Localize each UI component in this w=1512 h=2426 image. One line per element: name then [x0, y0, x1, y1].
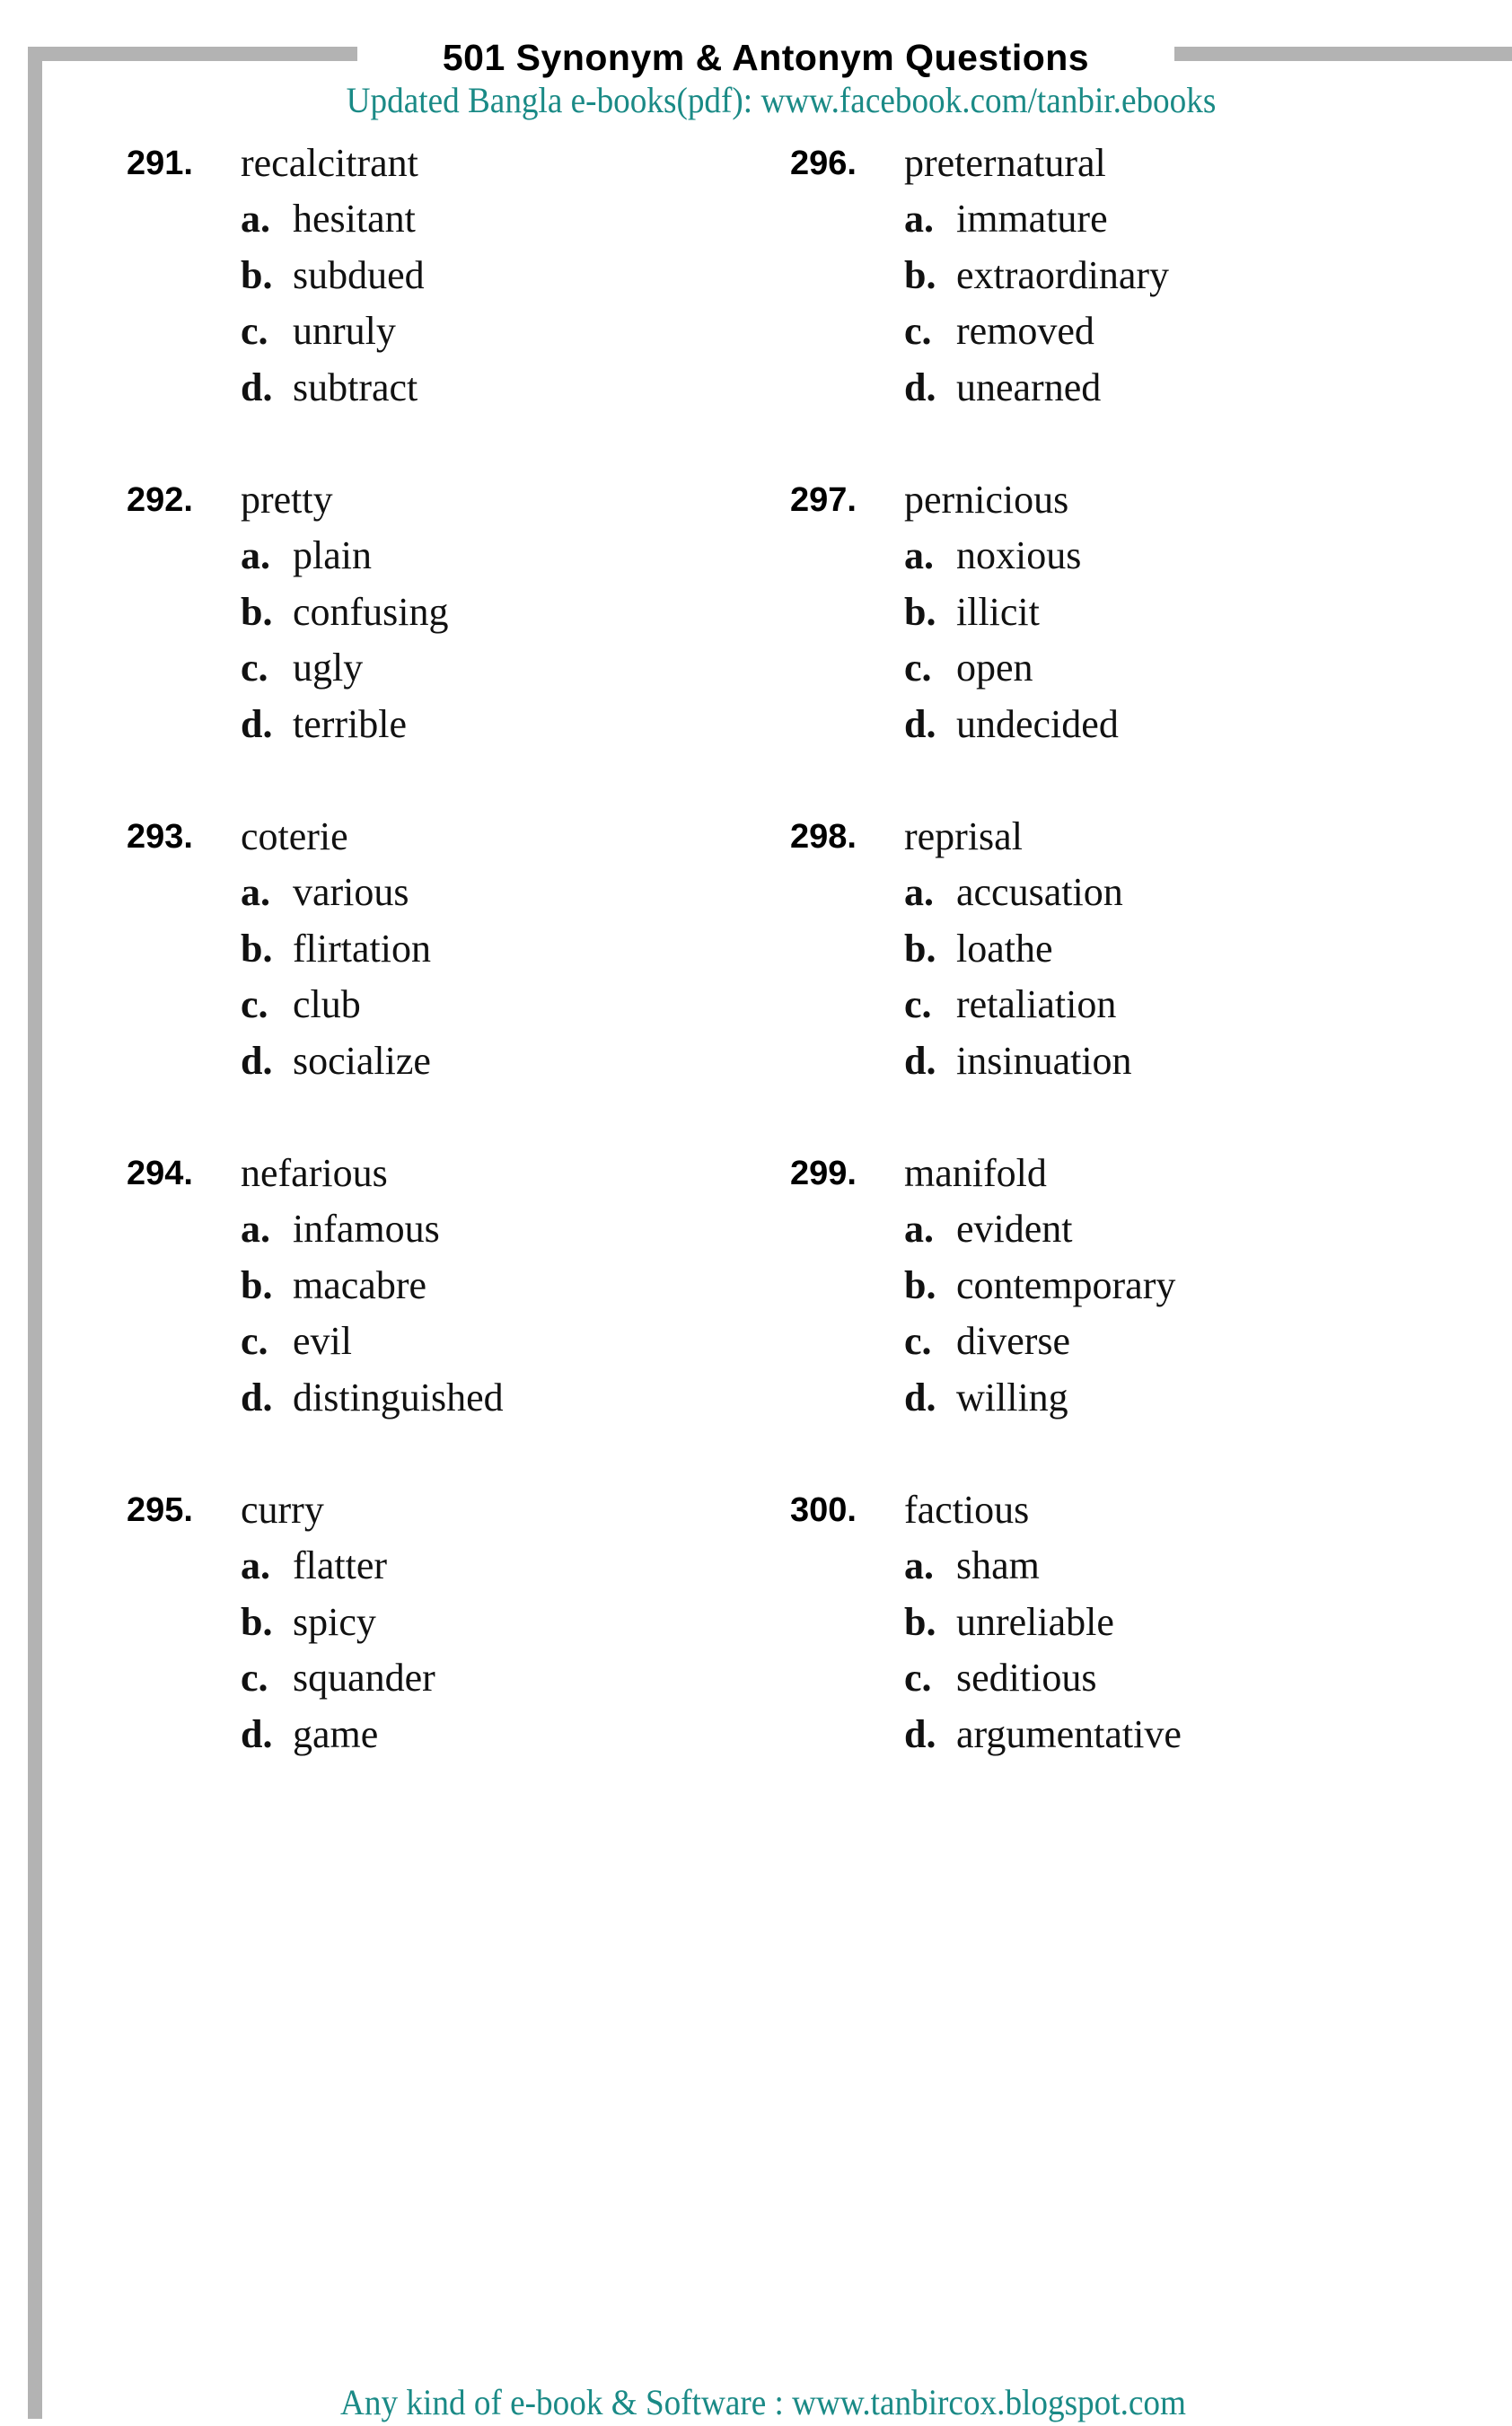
question-item: [790, 1143, 1437, 1480]
answer-option: [241, 529, 449, 585]
option-text: retaliation: [956, 982, 1117, 1026]
option-text: evident: [956, 1207, 1073, 1251]
option-text: noxious: [956, 533, 1082, 577]
question-item: [127, 1480, 773, 1816]
answer-option: [241, 1371, 504, 1428]
answer-option: [904, 922, 1132, 979]
answer-option: [904, 1314, 1175, 1371]
option-letter: d.: [904, 1375, 936, 1420]
answer-option: [241, 1259, 504, 1315]
option-text: diverse: [956, 1319, 1071, 1363]
option-letter: a.: [904, 1207, 934, 1251]
option-text: loathe: [956, 926, 1053, 971]
answer-option: [241, 1651, 435, 1708]
option-letter: c.: [904, 982, 932, 1026]
option-letter: c.: [241, 982, 268, 1026]
option-text: squander: [293, 1656, 435, 1700]
option-text: club: [293, 982, 361, 1026]
question-word: manifold: [904, 1151, 1047, 1195]
option-letter: a.: [241, 870, 270, 914]
answer-option: [904, 1595, 1182, 1652]
option-letter: b.: [904, 589, 936, 634]
answer-option: [241, 1708, 435, 1764]
question-item: [790, 806, 1437, 1143]
answer-option: [904, 249, 1169, 305]
question-item: [127, 470, 773, 806]
answer-option: [904, 641, 1119, 698]
option-letter: d.: [904, 1711, 936, 1756]
option-letter: d.: [241, 701, 273, 746]
question-word: coterie: [241, 814, 348, 858]
question-number: 294.: [127, 1155, 193, 1192]
option-letter: c.: [904, 1656, 932, 1700]
option-text: extraordinary: [956, 252, 1169, 297]
question-word: recalcitrant: [241, 141, 418, 185]
option-text: unreliable: [956, 1599, 1114, 1644]
option-letter: a.: [241, 1543, 270, 1587]
answer-option: [241, 866, 431, 922]
option-letter: c.: [241, 309, 268, 353]
question-item: [127, 133, 773, 470]
question-word: nefarious: [241, 1151, 388, 1195]
option-text: willing: [956, 1375, 1068, 1420]
answer-options: [241, 866, 431, 1090]
answer-options: [904, 529, 1119, 753]
option-text: open: [956, 646, 1033, 690]
answer-options: [241, 1202, 504, 1427]
answer-option: [904, 1202, 1175, 1259]
question-number: 293.: [127, 818, 193, 856]
option-letter: c.: [241, 646, 268, 690]
option-letter: a.: [241, 533, 270, 577]
option-letter: b.: [241, 252, 273, 297]
answer-option: [904, 698, 1119, 754]
option-letter: a.: [241, 197, 270, 241]
answer-option: [904, 585, 1119, 642]
question-number: 295.: [127, 1491, 193, 1529]
question-word: preternatural: [904, 141, 1106, 185]
answer-options: [904, 192, 1169, 417]
answer-option: [241, 1202, 504, 1259]
answer-option: [241, 1034, 431, 1091]
answer-option: [904, 529, 1119, 585]
option-text: unruly: [293, 309, 396, 353]
question-number: 296.: [790, 145, 857, 182]
option-letter: b.: [241, 926, 273, 971]
option-text: contemporary: [956, 1262, 1176, 1307]
answer-option: [904, 361, 1169, 418]
option-letter: c.: [241, 1319, 268, 1363]
question-column-right: [790, 133, 1437, 1816]
answer-option: [241, 192, 425, 249]
option-letter: a.: [904, 1543, 934, 1587]
option-text: illicit: [956, 589, 1040, 634]
option-letter: d.: [904, 365, 936, 409]
answer-option: [904, 304, 1169, 361]
option-text: undecided: [956, 701, 1119, 746]
option-letter: a.: [241, 1207, 270, 1251]
option-text: sham: [956, 1543, 1040, 1587]
question-word: reprisal: [904, 814, 1023, 858]
option-text: hesitant: [293, 197, 416, 241]
promo-link-top: Updated Bangla e-books(pdf): www.facebook.com/tanbir.ebooks: [346, 80, 1217, 120]
promo-link-bottom: Any kind of e-book & Software : www.tanbircox.blogspot.com: [340, 2382, 1186, 2422]
option-letter: d.: [241, 1038, 273, 1083]
option-text: subdued: [293, 252, 425, 297]
option-letter: a.: [904, 197, 934, 241]
option-text: removed: [956, 309, 1094, 353]
question-number: 292.: [127, 481, 193, 519]
answer-option: [904, 866, 1132, 922]
option-text: spicy: [293, 1599, 376, 1644]
answer-option: [904, 192, 1169, 249]
option-letter: d.: [241, 1711, 273, 1756]
option-letter: c.: [904, 1319, 932, 1363]
question-column-left: [127, 133, 773, 1816]
answer-options: [904, 866, 1132, 1090]
answer-options: [904, 1539, 1182, 1763]
answer-option: [241, 1595, 435, 1652]
option-text: plain: [293, 533, 372, 577]
answer-option: [241, 361, 425, 418]
option-text: confusing: [293, 589, 449, 634]
answer-option: [904, 1708, 1182, 1764]
question-word: pernicious: [904, 478, 1069, 522]
answer-options: [241, 529, 449, 753]
option-letter: d.: [904, 701, 936, 746]
option-text: various: [293, 870, 409, 914]
answer-option: [241, 922, 431, 979]
question-word: factious: [904, 1488, 1030, 1532]
option-text: terrible: [293, 701, 408, 746]
option-text: evil: [293, 1319, 352, 1363]
answer-options: [241, 192, 425, 417]
answer-options: [904, 1202, 1175, 1427]
option-letter: b.: [241, 589, 273, 634]
option-text: flirtation: [293, 926, 431, 971]
answer-option: [904, 1371, 1175, 1428]
option-letter: c.: [241, 1656, 268, 1700]
option-letter: b.: [904, 1599, 936, 1644]
answer-option: [904, 1034, 1132, 1091]
option-letter: b.: [904, 926, 936, 971]
question-number: 298.: [790, 818, 857, 856]
answer-option: [904, 1539, 1182, 1595]
answer-option: [904, 1259, 1175, 1315]
question-item: [127, 1143, 773, 1480]
option-text: immature: [956, 197, 1108, 241]
answer-option: [904, 1651, 1182, 1708]
option-letter: b.: [904, 1262, 936, 1307]
option-letter: a.: [904, 870, 934, 914]
option-text: accusation: [956, 870, 1123, 914]
option-letter: c.: [904, 309, 932, 353]
option-letter: b.: [241, 1262, 273, 1307]
answer-option: [241, 249, 425, 305]
option-text: argumentative: [956, 1711, 1182, 1756]
answer-option: [241, 585, 449, 642]
option-text: distinguished: [293, 1375, 504, 1420]
option-letter: d.: [241, 1375, 273, 1420]
option-text: macabre: [293, 1262, 426, 1307]
book-title: 501 Synonym & Antonym Questions: [442, 37, 1090, 78]
option-text: game: [293, 1711, 379, 1756]
answer-option: [241, 1539, 435, 1595]
option-letter: d.: [241, 365, 273, 409]
question-number: 297.: [790, 481, 857, 519]
option-letter: d.: [904, 1038, 936, 1083]
answer-option: [241, 641, 449, 698]
option-text: unearned: [956, 365, 1102, 409]
option-text: infamous: [293, 1207, 440, 1251]
option-text: insinuation: [956, 1038, 1132, 1083]
option-text: socialize: [293, 1038, 431, 1083]
option-text: flatter: [293, 1543, 388, 1587]
question-word: curry: [241, 1488, 324, 1532]
answer-option: [241, 1314, 504, 1371]
option-text: seditious: [956, 1656, 1097, 1700]
option-letter: a.: [904, 533, 934, 577]
answer-option: [904, 978, 1132, 1034]
question-item: [127, 806, 773, 1143]
option-text: subtract: [293, 365, 418, 409]
answer-option: [241, 304, 425, 361]
option-letter: b.: [241, 1599, 273, 1644]
question-item: [790, 470, 1437, 806]
option-letter: b.: [904, 252, 936, 297]
question-number: 291.: [127, 145, 193, 182]
option-letter: c.: [904, 646, 932, 690]
option-text: ugly: [293, 646, 364, 690]
question-word: pretty: [241, 478, 333, 522]
answer-option: [241, 698, 449, 754]
question-item: [790, 133, 1437, 470]
question-number: 299.: [790, 1155, 857, 1192]
question-number: 300.: [790, 1491, 857, 1529]
answer-options: [241, 1539, 435, 1763]
question-item: [790, 1480, 1437, 1816]
answer-option: [241, 978, 431, 1034]
